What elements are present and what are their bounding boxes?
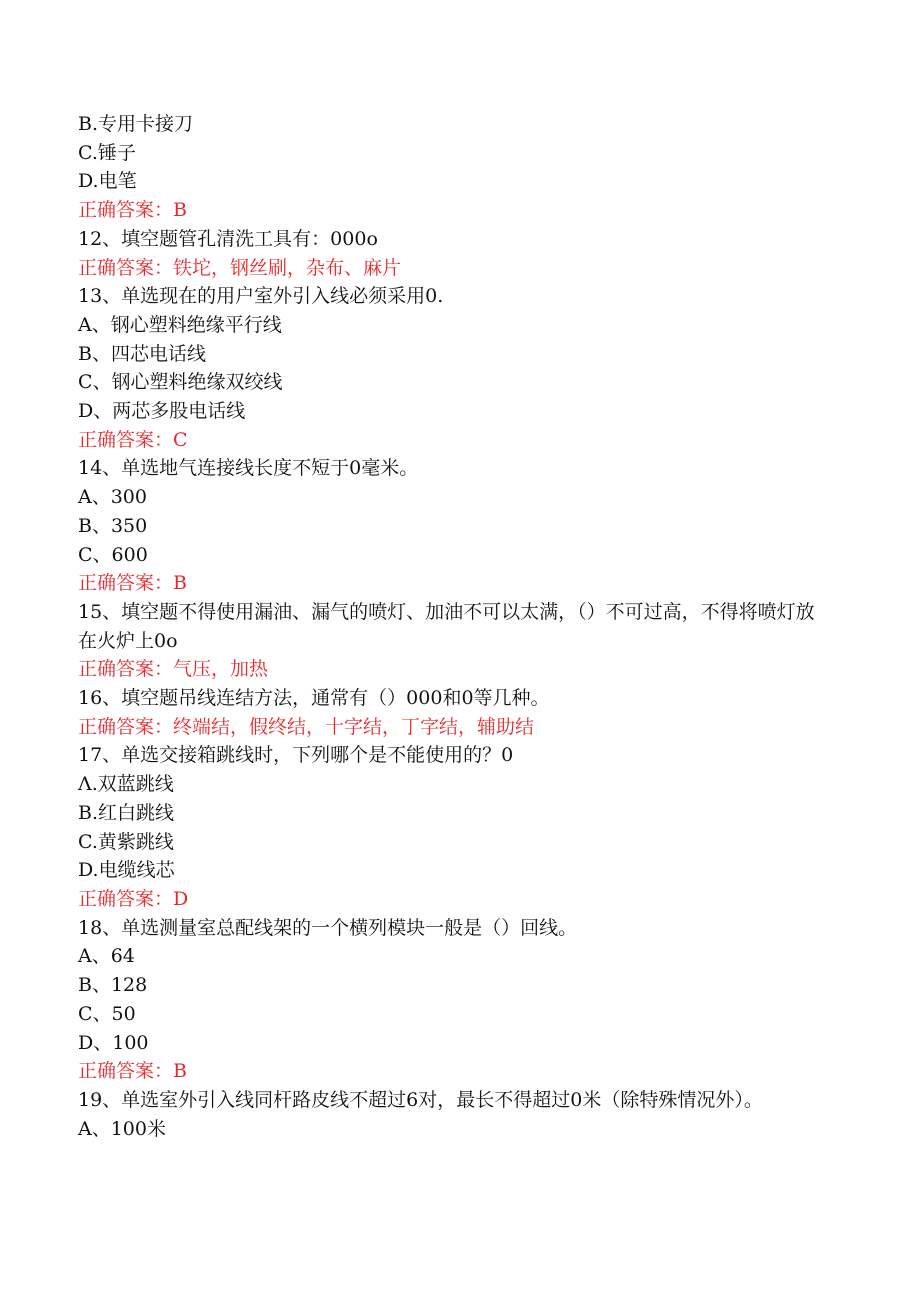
question-text: 12、填空题管孔清洗工具有：000o	[78, 227, 378, 250]
answer-value: B	[173, 572, 187, 595]
question-text: 17、单选交接箱跳线时，下列哪个是不能使用的？0	[78, 744, 514, 767]
question-text: 15、填空题不得使用漏油、漏气的喷灯、加油不可以太满，（）不可过高，不得将喷灯放在火炉上0o	[78, 600, 815, 652]
question-text: 19、单选室外引入线同杆路皮线不超过6对，最长不得超过0米（除特殊情况外）。	[78, 1088, 763, 1111]
answer-label: 正确答案：	[78, 887, 174, 910]
answer-line	[78, 1057, 818, 1086]
option-text: B、350	[78, 514, 148, 537]
answer-value: C	[173, 428, 188, 451]
answer-line	[78, 254, 818, 283]
option-text: D、两芯多股电话线	[78, 400, 246, 423]
question-text: 18、单选测量室总配线架的一个横列模块一般是（）回线。	[78, 916, 578, 939]
option-text: D.电笔	[78, 170, 137, 193]
option-text: A、300	[78, 486, 147, 509]
answer-line	[78, 569, 818, 598]
option-text: D.电缆线芯	[78, 859, 175, 882]
option-text: B.专用卡接刀	[78, 113, 194, 135]
answer-line	[78, 196, 818, 225]
answer-value: D	[173, 887, 189, 910]
option-text: D、100	[78, 1031, 149, 1054]
question-text: 13、单选现在的用户室外引入线必须采用0.	[78, 285, 444, 308]
option-text: B、四芯电话线	[78, 342, 206, 365]
answer-label: 正确答案：	[78, 658, 174, 681]
option-text: A、100米	[78, 1117, 166, 1140]
question-text: 14、单选地气连接线长度不短于0毫米。	[78, 457, 419, 480]
answer-value: 气压，加热	[173, 658, 269, 681]
question-text: 16、填空题吊线连结方法，通常有（）000和0等几种。	[78, 687, 550, 710]
option-text: Λ.双蓝跳线	[78, 773, 174, 796]
option-text: C、50	[78, 1002, 136, 1025]
answer-label: 正确答案：	[78, 572, 174, 595]
answer-line	[78, 426, 818, 455]
answer-label: 正确答案：	[78, 428, 174, 451]
option-text: A、钢心塑料绝缘平行线	[78, 313, 282, 336]
answer-label: 正确答案：	[78, 199, 174, 222]
answer-line	[78, 885, 818, 914]
option-text: A、64	[78, 945, 135, 968]
question-list	[78, 110, 818, 1143]
answer-label: 正确答案：	[78, 715, 174, 738]
answer-value: 铁坨，钢丝刷，杂布、麻片	[173, 256, 402, 279]
option-text: B.红白跳线	[78, 801, 175, 824]
answer-value: 终端结，假终结，十字结，丁字结，辅助结	[173, 715, 535, 738]
answer-value: B	[173, 1060, 187, 1083]
option-text: C、600	[78, 543, 148, 566]
answer-label: 正确答案：	[78, 1060, 174, 1083]
option-text: C.黄紫跳线	[78, 830, 174, 853]
option-text: C.锤子	[78, 141, 136, 164]
answer-label: 正确答案：	[78, 256, 174, 279]
answer-value: B	[173, 199, 187, 222]
option-text: C、钢心塑料绝缘双绞线	[78, 371, 283, 394]
option-text: B、128	[78, 974, 148, 997]
answer-line	[78, 713, 818, 742]
answer-line	[78, 655, 818, 684]
